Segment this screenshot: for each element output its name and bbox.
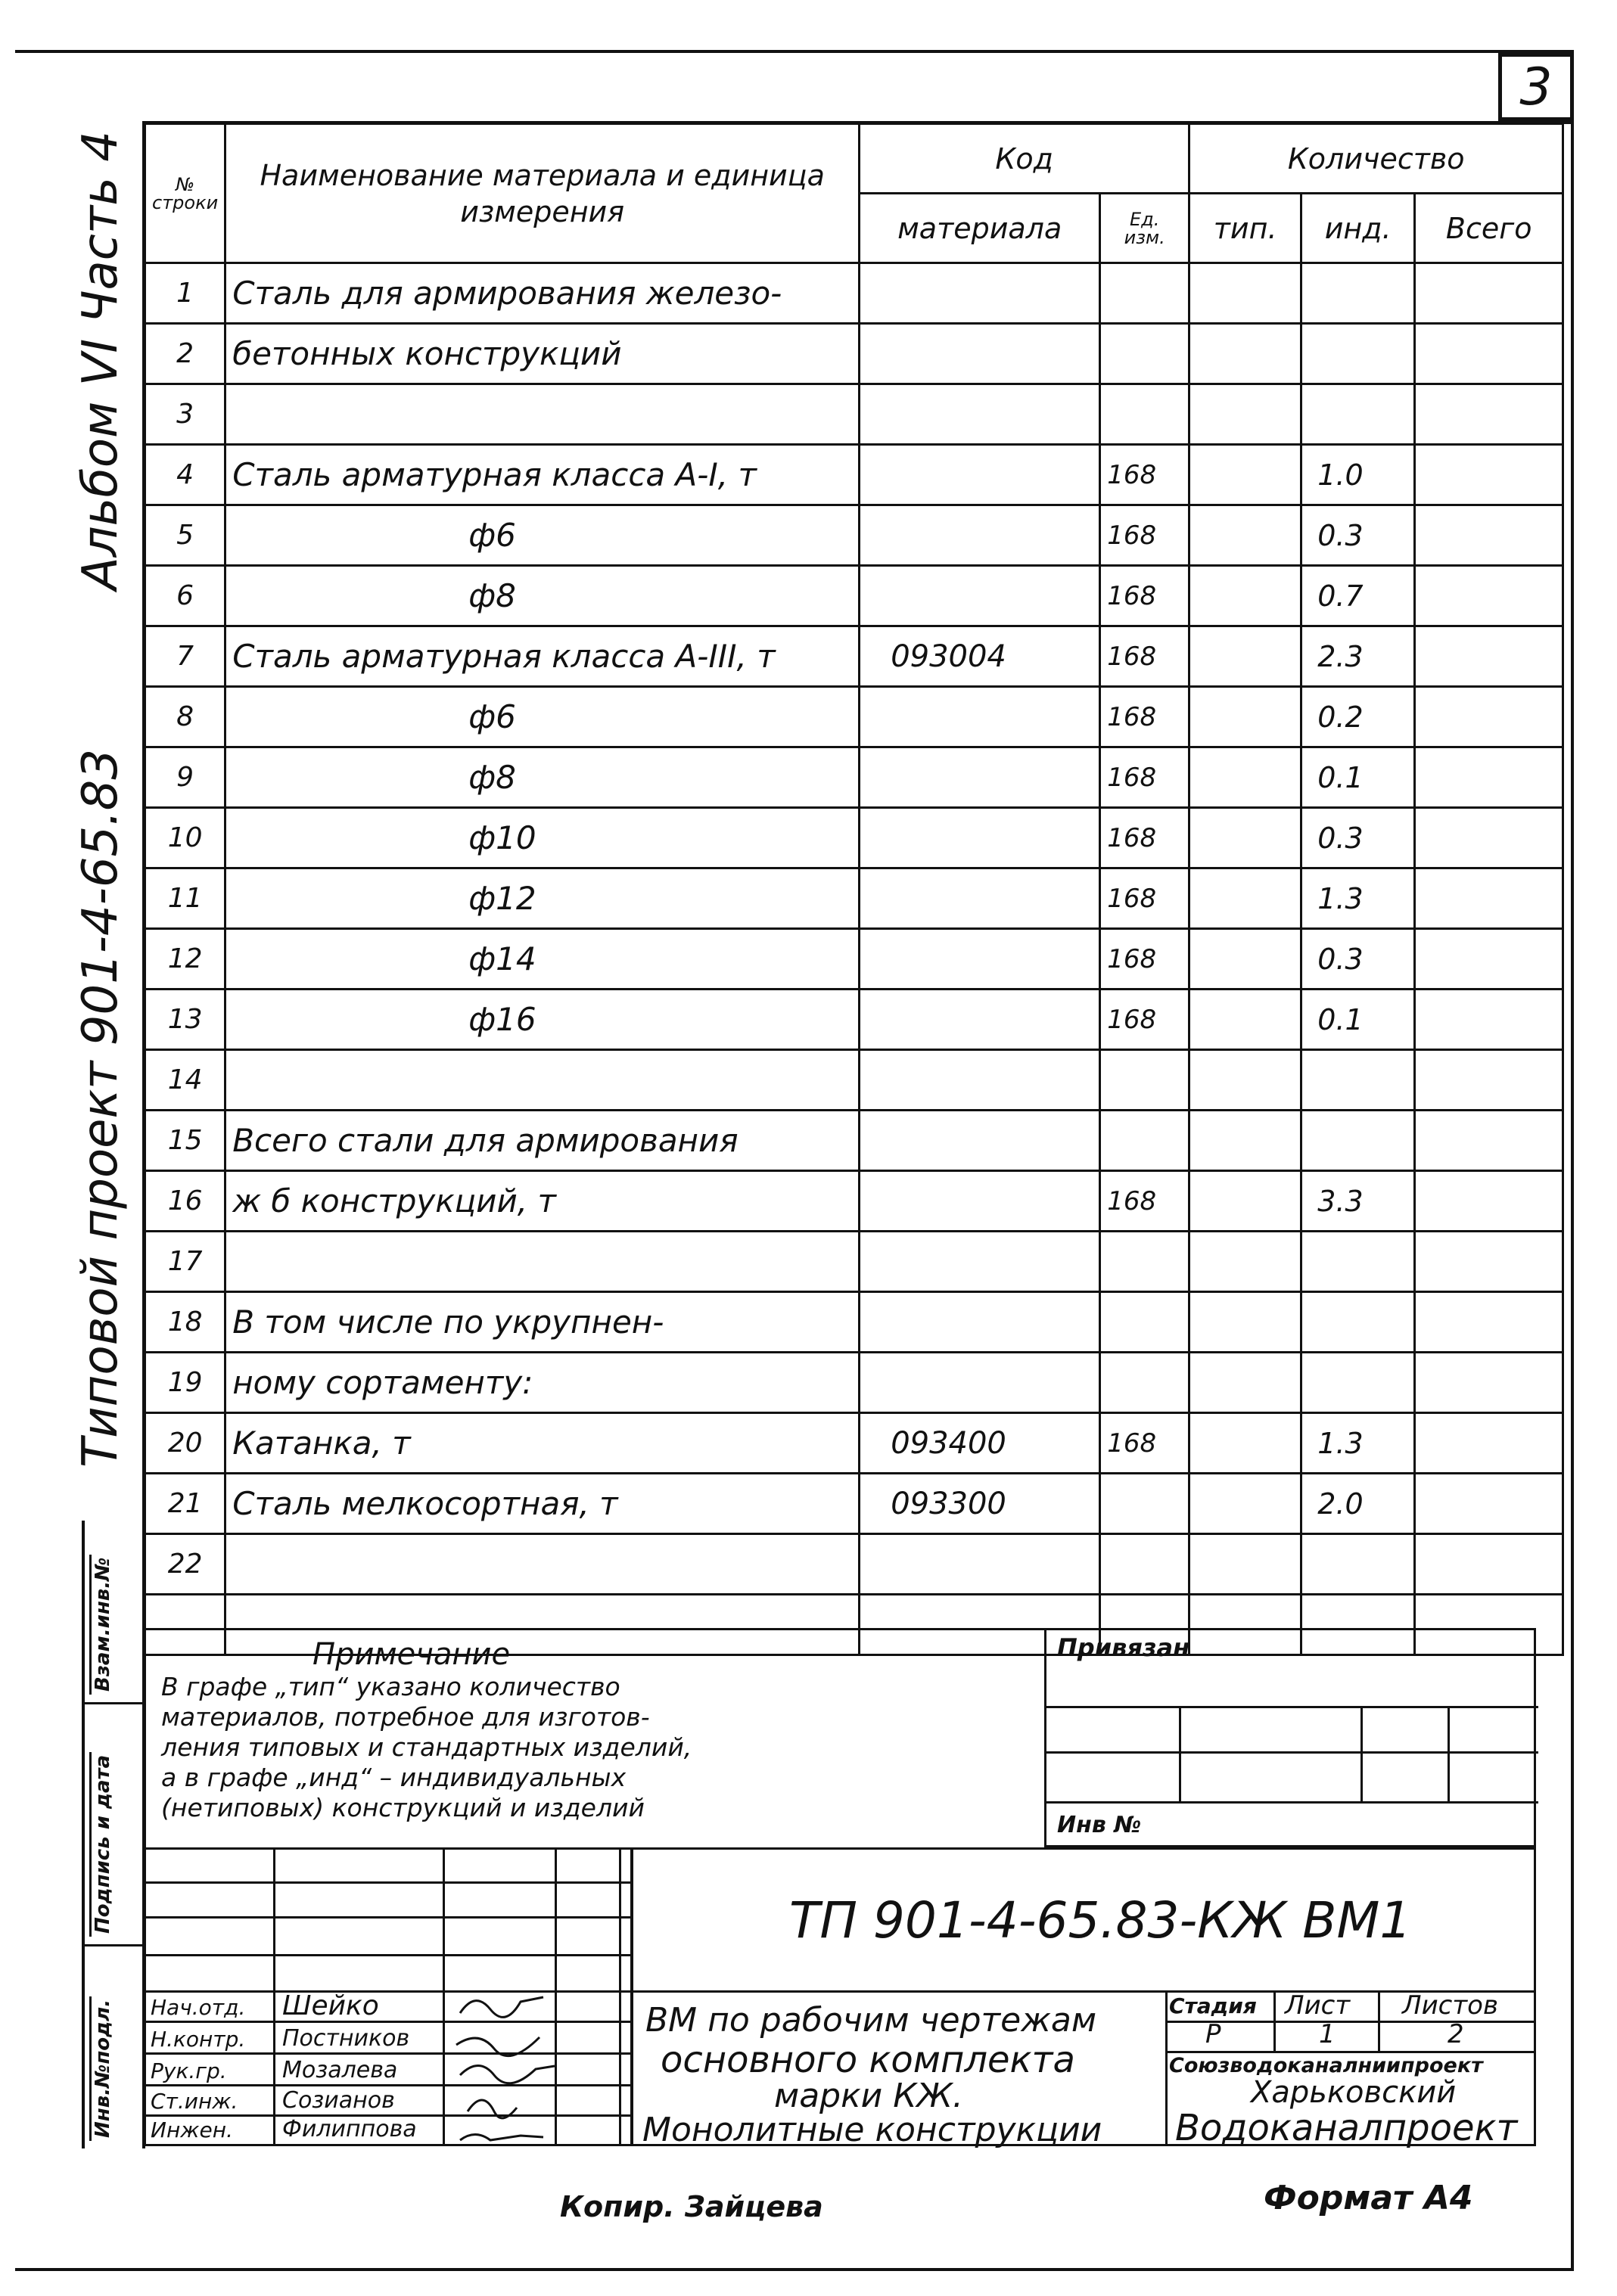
header-code: Код bbox=[860, 124, 1189, 194]
frame-bottom-line bbox=[15, 2268, 1574, 2271]
material-name: Сталь мелкосортная, т bbox=[225, 1474, 860, 1534]
material-name: ж б конструкций, т bbox=[225, 1171, 860, 1232]
qty-typical bbox=[1189, 929, 1301, 990]
table-row bbox=[145, 626, 1563, 687]
material-code bbox=[860, 1534, 1100, 1595]
unit-code: 168 bbox=[1100, 1413, 1189, 1474]
material-code bbox=[860, 505, 1100, 566]
table-row bbox=[145, 990, 1563, 1050]
staff-name-2: Постников bbox=[282, 2025, 410, 2052]
material-name: Всего стали для армирования bbox=[225, 1111, 860, 1171]
qty-individual bbox=[1301, 1111, 1415, 1171]
row-number: 19 bbox=[145, 1353, 225, 1413]
qty-typical bbox=[1189, 626, 1301, 687]
tb-hline-3 bbox=[146, 1954, 630, 1956]
staff-name-3: Мозалева bbox=[282, 2057, 398, 2083]
side-stamp-sep-2 bbox=[82, 1944, 144, 1946]
table-row bbox=[145, 1111, 1563, 1171]
qty-individual: 2.3 bbox=[1301, 626, 1415, 687]
unit-code: 168 bbox=[1100, 929, 1189, 990]
table-row bbox=[145, 445, 1563, 505]
side-stamp-left-line bbox=[82, 1521, 85, 2148]
material-name bbox=[225, 1534, 860, 1595]
table-row bbox=[145, 1171, 1563, 1232]
material-code: 093400 bbox=[860, 1413, 1100, 1474]
row-number: 5 bbox=[145, 505, 225, 566]
description-line-1: ВМ по рабочим чертежам bbox=[645, 2001, 1097, 2040]
qty-typical bbox=[1189, 808, 1301, 868]
row-number: 17 bbox=[145, 1232, 225, 1292]
qty-total bbox=[1415, 1474, 1563, 1534]
table-row bbox=[145, 324, 1563, 384]
qty-total bbox=[1415, 1413, 1563, 1474]
unit-code bbox=[1100, 1050, 1189, 1111]
qty-typical bbox=[1189, 1050, 1301, 1111]
qty-typical bbox=[1189, 1413, 1301, 1474]
qty-individual bbox=[1301, 1534, 1415, 1595]
unit-code bbox=[1100, 324, 1189, 384]
table-row bbox=[145, 1292, 1563, 1353]
sheet-value: 1 bbox=[1319, 2019, 1336, 2049]
row-number: 8 bbox=[145, 687, 225, 747]
row-number: 15 bbox=[145, 1111, 225, 1171]
frame-right-line bbox=[1571, 50, 1574, 2270]
copier-caption: Копир. Зайцева bbox=[560, 2190, 823, 2223]
material-name: ному сортаменту: bbox=[225, 1353, 860, 1413]
material-name: Катанка, т bbox=[225, 1413, 860, 1474]
unit-code bbox=[1100, 1232, 1189, 1292]
side-field-replace-inv: Взам.инв.№ bbox=[89, 1555, 114, 1695]
tb-vline-role bbox=[273, 1850, 275, 2144]
tb-vline-main bbox=[630, 1850, 633, 2144]
unit-code: 168 bbox=[1100, 990, 1189, 1050]
qty-individual bbox=[1301, 1050, 1415, 1111]
qty-typical bbox=[1189, 1111, 1301, 1171]
qty-individual bbox=[1301, 384, 1415, 445]
qty-typical bbox=[1189, 1353, 1301, 1413]
qty-individual: 1.0 bbox=[1301, 445, 1415, 505]
stage-value: Р bbox=[1205, 2019, 1221, 2049]
row-number: 18 bbox=[145, 1292, 225, 1353]
table-row bbox=[145, 505, 1563, 566]
qty-typical bbox=[1189, 687, 1301, 747]
material-name: В том числе по укрупнен- bbox=[225, 1292, 860, 1353]
qty-typical bbox=[1189, 324, 1301, 384]
material-name: ф10 bbox=[225, 808, 860, 868]
qty-total bbox=[1415, 1111, 1563, 1171]
unit-code: 168 bbox=[1100, 808, 1189, 868]
qty-total bbox=[1415, 566, 1563, 626]
unit-code: 168 bbox=[1100, 1171, 1189, 1232]
material-code bbox=[860, 990, 1100, 1050]
tb-hline-1 bbox=[146, 1881, 630, 1884]
row-number: 9 bbox=[145, 747, 225, 808]
table-row bbox=[145, 868, 1563, 929]
note-top-line bbox=[146, 1628, 1046, 1630]
unit-code bbox=[1100, 1292, 1189, 1353]
side-field-original-inv: Инв.№подл. bbox=[89, 1996, 114, 2141]
qty-total bbox=[1415, 1353, 1563, 1413]
note-title: Примечание bbox=[313, 1637, 511, 1672]
row-number: 21 bbox=[145, 1474, 225, 1534]
material-code bbox=[860, 1171, 1100, 1232]
qty-total bbox=[1415, 445, 1563, 505]
row-number: 20 bbox=[145, 1413, 225, 1474]
album-caption: Альбом VI Часть 4 bbox=[73, 131, 129, 590]
material-name bbox=[225, 384, 860, 445]
row-number: 10 bbox=[145, 808, 225, 868]
tb-hline-2 bbox=[146, 1916, 630, 1919]
material-code bbox=[860, 747, 1100, 808]
row-number: 6 bbox=[145, 566, 225, 626]
qty-total bbox=[1415, 505, 1563, 566]
material-code bbox=[860, 687, 1100, 747]
material-name: ф6 bbox=[225, 687, 860, 747]
sheet-number: 3 bbox=[1498, 53, 1574, 121]
material-table bbox=[144, 123, 1564, 1656]
table-row bbox=[145, 687, 1563, 747]
description-line-4: Монолитные конструкции bbox=[642, 2111, 1102, 2149]
material-name: ф16 bbox=[225, 990, 860, 1050]
qty-individual bbox=[1301, 1292, 1415, 1353]
signature-marks bbox=[445, 1990, 627, 2148]
material-code bbox=[860, 929, 1100, 990]
material-name: ф6 bbox=[225, 505, 860, 566]
material-code bbox=[860, 1292, 1100, 1353]
header-quantity: Количество bbox=[1189, 124, 1563, 194]
table-row bbox=[145, 566, 1563, 626]
material-name: ф14 bbox=[225, 929, 860, 990]
org-line-3: Водоканалпроект bbox=[1175, 2107, 1518, 2149]
frame-top-line bbox=[15, 50, 1574, 53]
qty-total bbox=[1415, 1171, 1563, 1232]
qty-typical bbox=[1189, 1292, 1301, 1353]
unit-code bbox=[1100, 1353, 1189, 1413]
staff-name-1: Шейко bbox=[282, 1990, 379, 2021]
unit-code: 168 bbox=[1100, 868, 1189, 929]
material-name: бетонных конструкций bbox=[225, 324, 860, 384]
qty-typical bbox=[1189, 868, 1301, 929]
project-caption: Типовой проект 901-4-65.83 bbox=[73, 748, 129, 1468]
header-qty-ind: инд. bbox=[1301, 194, 1415, 263]
qty-individual: 1.3 bbox=[1301, 1413, 1415, 1474]
qty-individual: 0.3 bbox=[1301, 505, 1415, 566]
table-row bbox=[145, 263, 1563, 324]
staff-name-5: Филиппова bbox=[282, 2116, 417, 2142]
attach-vline-3 bbox=[1448, 1706, 1450, 1801]
qty-total bbox=[1415, 808, 1563, 868]
qty-total bbox=[1415, 868, 1563, 929]
material-code bbox=[860, 1111, 1100, 1171]
unit-code bbox=[1100, 1474, 1189, 1534]
qty-individual bbox=[1301, 324, 1415, 384]
attached-label: Привязан bbox=[1057, 1633, 1190, 1662]
header-qty-typ: тип. bbox=[1189, 194, 1301, 263]
unit-code bbox=[1100, 384, 1189, 445]
unit-code: 168 bbox=[1100, 626, 1189, 687]
material-code: 093004 bbox=[860, 626, 1100, 687]
unit-code: 168 bbox=[1100, 747, 1189, 808]
org-line-1: Союзводоканалниипроект bbox=[1169, 2054, 1483, 2077]
material-code bbox=[860, 384, 1100, 445]
row-number: 3 bbox=[145, 384, 225, 445]
material-code bbox=[860, 808, 1100, 868]
staff-role-3: Рук.гр. bbox=[151, 2058, 227, 2083]
qty-typical bbox=[1189, 566, 1301, 626]
note-block bbox=[144, 1628, 1044, 1847]
header-code-unit: Ед. изм. bbox=[1100, 194, 1189, 263]
qty-individual bbox=[1301, 1353, 1415, 1413]
row-number: 16 bbox=[145, 1171, 225, 1232]
staff-role-2: Н.контр. bbox=[151, 2027, 246, 2052]
staff-role-1: Нач.отд. bbox=[151, 1995, 246, 2020]
table-row bbox=[145, 1534, 1563, 1595]
tb-vline-stage bbox=[1165, 1990, 1168, 2144]
qty-typical bbox=[1189, 1474, 1301, 1534]
qty-typical bbox=[1189, 990, 1301, 1050]
qty-total bbox=[1415, 263, 1563, 324]
attach-line-1 bbox=[1046, 1706, 1538, 1708]
title-block bbox=[144, 1847, 1536, 2149]
attach-line-3 bbox=[1046, 1801, 1538, 1804]
qty-total bbox=[1415, 324, 1563, 384]
table-row bbox=[145, 1413, 1563, 1474]
material-name: ф8 bbox=[225, 566, 860, 626]
material-name: Сталь арматурная класса А-I, т bbox=[225, 445, 860, 505]
qty-typical bbox=[1189, 1171, 1301, 1232]
material-code bbox=[860, 868, 1100, 929]
header-code-material: материала bbox=[860, 194, 1100, 263]
qty-total bbox=[1415, 929, 1563, 990]
header-row-no: № строки bbox=[145, 124, 225, 263]
qty-individual: 0.1 bbox=[1301, 990, 1415, 1050]
qty-total bbox=[1415, 1534, 1563, 1595]
qty-typical bbox=[1189, 1534, 1301, 1595]
material-name: ф8 bbox=[225, 747, 860, 808]
qty-typical bbox=[1189, 505, 1301, 566]
description-line-2: основного комплекта bbox=[661, 2039, 1075, 2081]
unit-code bbox=[1100, 1111, 1189, 1171]
table-row bbox=[145, 1232, 1563, 1292]
qty-individual: 0.3 bbox=[1301, 929, 1415, 990]
qty-individual: 1.3 bbox=[1301, 868, 1415, 929]
qty-individual: 0.1 bbox=[1301, 747, 1415, 808]
material-name bbox=[225, 1050, 860, 1111]
qty-individual: 0.7 bbox=[1301, 566, 1415, 626]
table-row bbox=[145, 929, 1563, 990]
qty-total bbox=[1415, 1292, 1563, 1353]
qty-individual bbox=[1301, 1232, 1415, 1292]
drawing-designation: ТП 901-4-65.83-КЖ ВМ1 bbox=[789, 1891, 1412, 1950]
qty-individual: 0.3 bbox=[1301, 808, 1415, 868]
staff-role-4: Ст.инж. bbox=[151, 2089, 238, 2114]
side-stamp-sep-1 bbox=[82, 1702, 144, 1704]
table-row bbox=[145, 808, 1563, 868]
material-name: ф12 bbox=[225, 868, 860, 929]
qty-typical bbox=[1189, 384, 1301, 445]
inventory-label: Инв № bbox=[1057, 1812, 1142, 1838]
qty-typical bbox=[1189, 445, 1301, 505]
qty-total bbox=[1415, 626, 1563, 687]
attachment-block bbox=[1044, 1628, 1536, 1847]
qty-typical bbox=[1189, 747, 1301, 808]
material-code bbox=[860, 1353, 1100, 1413]
material-code bbox=[860, 1232, 1100, 1292]
material-code bbox=[860, 324, 1100, 384]
table-row bbox=[145, 1474, 1563, 1534]
row-number: 11 bbox=[145, 868, 225, 929]
row-number: 14 bbox=[145, 1050, 225, 1111]
header-qty-total: Всего bbox=[1415, 194, 1563, 263]
row-number: 4 bbox=[145, 445, 225, 505]
qty-individual: 0.2 bbox=[1301, 687, 1415, 747]
qty-typical bbox=[1189, 263, 1301, 324]
table-row bbox=[145, 1050, 1563, 1111]
row-number: 1 bbox=[145, 263, 225, 324]
stage-label: Стадия bbox=[1169, 1993, 1257, 2018]
unit-code: 168 bbox=[1100, 445, 1189, 505]
qty-typical bbox=[1189, 1232, 1301, 1292]
sheet-label: Лист bbox=[1285, 1990, 1351, 2021]
qty-individual bbox=[1301, 263, 1415, 324]
material-code bbox=[860, 1050, 1100, 1111]
sheets-label: Листов bbox=[1402, 1990, 1499, 2021]
table-row bbox=[145, 1353, 1563, 1413]
attach-vline-2 bbox=[1360, 1706, 1363, 1801]
description-line-3: марки КЖ. bbox=[774, 2077, 963, 2115]
qty-total bbox=[1415, 687, 1563, 747]
format-caption: Формат А4 bbox=[1264, 2179, 1473, 2217]
attach-vline-1 bbox=[1179, 1706, 1181, 1801]
qty-total bbox=[1415, 384, 1563, 445]
unit-code: 168 bbox=[1100, 566, 1189, 626]
org-line-2: Харьковский bbox=[1251, 2075, 1457, 2110]
table-row bbox=[145, 384, 1563, 445]
material-code bbox=[860, 263, 1100, 324]
header-name: Наименование материала и единица измерения bbox=[225, 124, 860, 263]
sheets-value: 2 bbox=[1448, 2019, 1464, 2049]
material-code bbox=[860, 445, 1100, 505]
tb-hline-org bbox=[1165, 2051, 1534, 2053]
row-number: 22 bbox=[145, 1534, 225, 1595]
unit-code bbox=[1100, 1534, 1189, 1595]
row-number: 12 bbox=[145, 929, 225, 990]
attach-line-2 bbox=[1046, 1751, 1538, 1754]
side-field-signature-date: Подпись и дата bbox=[89, 1752, 114, 1937]
material-name: Сталь арматурная класса А-III, т bbox=[225, 626, 860, 687]
material-code: 093300 bbox=[860, 1474, 1100, 1534]
qty-individual: 3.3 bbox=[1301, 1171, 1415, 1232]
unit-code: 168 bbox=[1100, 687, 1189, 747]
unit-code: 168 bbox=[1100, 505, 1189, 566]
staff-role-5: Инжен. bbox=[151, 2117, 233, 2142]
staff-name-4: Созианов bbox=[282, 2087, 395, 2114]
note-text: В графе „тип“ указано количество материалов, потребное для изготов- ления типовых и стандартных изделий, а в графе „инд“ – индивидуальных (нетиповых) конструкций и изделий bbox=[161, 1672, 692, 1822]
qty-total bbox=[1415, 747, 1563, 808]
qty-total bbox=[1415, 990, 1563, 1050]
row-number: 13 bbox=[145, 990, 225, 1050]
unit-code bbox=[1100, 263, 1189, 324]
qty-individual: 2.0 bbox=[1301, 1474, 1415, 1534]
row-number: 7 bbox=[145, 626, 225, 687]
row-number: 2 bbox=[145, 324, 225, 384]
qty-total bbox=[1415, 1050, 1563, 1111]
material-name: Сталь для армирования железо- bbox=[225, 263, 860, 324]
table-row bbox=[145, 747, 1563, 808]
qty-total bbox=[1415, 1232, 1563, 1292]
material-code bbox=[860, 566, 1100, 626]
material-name bbox=[225, 1232, 860, 1292]
